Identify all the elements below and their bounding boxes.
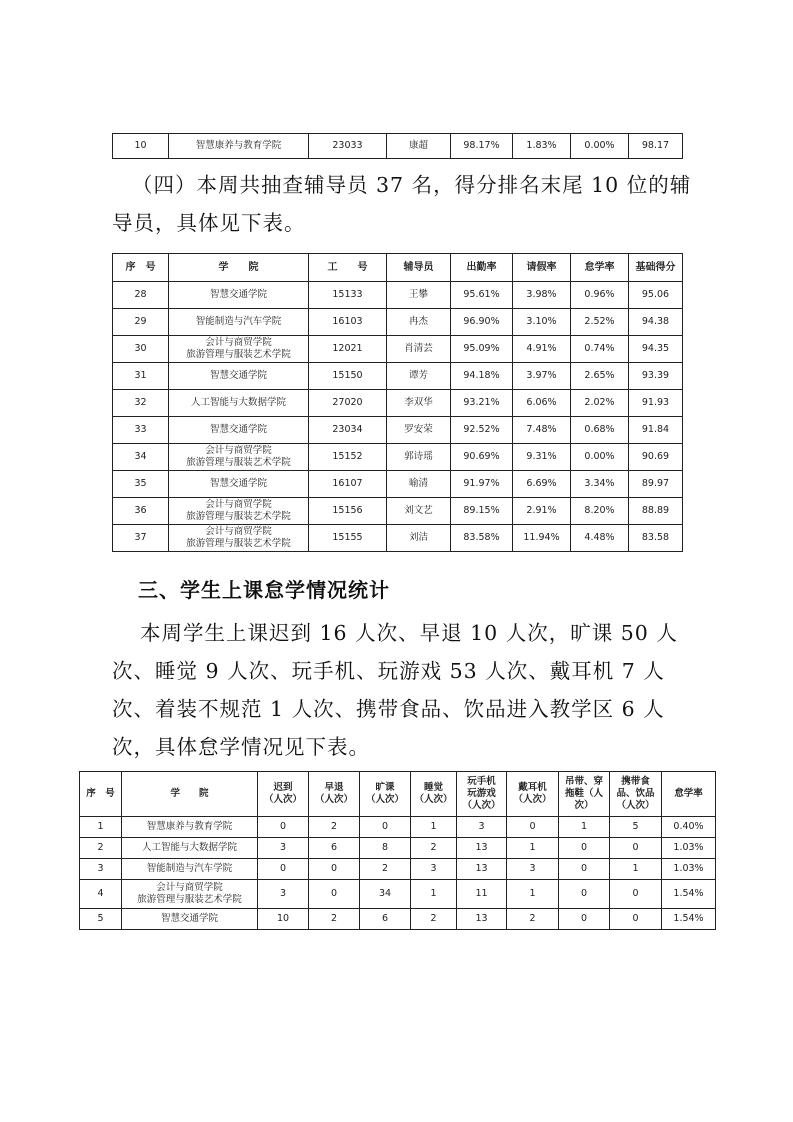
cell: 5: [610, 817, 662, 838]
cell: 13: [457, 859, 507, 880]
column-header: [610, 772, 662, 817]
column-header: [80, 772, 122, 817]
cell: 3: [457, 817, 507, 838]
cell: 95.06: [629, 282, 683, 309]
table-row: [113, 363, 683, 390]
cell: 0.68%: [571, 417, 629, 444]
cell: 3.98%: [513, 282, 571, 309]
cell: [169, 336, 309, 363]
cell-line: 旅游管理与服装艺术学院: [186, 538, 291, 549]
cell: [169, 498, 309, 525]
column-header: 基础得分: [629, 254, 683, 282]
cell-line: 戴耳机: [518, 782, 547, 793]
table-row: [80, 838, 716, 859]
cell: 4.91%: [513, 336, 571, 363]
cell: 15155: [309, 525, 387, 552]
cell: 2: [507, 909, 559, 930]
cell-line: 携带食: [621, 776, 650, 787]
cell: 2: [411, 838, 457, 859]
counselor-ranking-table: [112, 253, 683, 552]
cell: 2: [360, 859, 411, 880]
cell: 7.48%: [513, 417, 571, 444]
cell: 36: [113, 498, 169, 525]
cell: 30: [113, 336, 169, 363]
cell: 2.91%: [513, 498, 571, 525]
cell: 10: [113, 134, 169, 159]
cell: 13: [457, 909, 507, 930]
cell: 王攀: [387, 282, 451, 309]
cell: 34: [360, 880, 411, 909]
table-row: [80, 859, 716, 880]
column-header: 序 号: [113, 254, 169, 282]
cell: 1.03%: [662, 859, 716, 880]
table-row: [113, 417, 683, 444]
cell-line: 会计与商贸学院: [205, 337, 272, 348]
column-header: 学 院: [169, 254, 309, 282]
column-header: [122, 772, 258, 817]
table-row: [113, 390, 683, 417]
paragraph-student-summary: 本周学生上课迟到 16 人次、早退 10 人次，旷课 50 人次、睡觉 9 人次、玩手机、玩游戏 53 人次、戴耳机 7 人次、着装不规范 1 人次、携带食品、饮品进入教学区 6 人次，具体怠学情况见下表。: [112, 621, 678, 759]
table-header-row: [113, 254, 683, 282]
cell-line: （人次）: [365, 794, 404, 805]
cell: 34: [113, 444, 169, 471]
cell: 90.69%: [451, 444, 513, 471]
cell: [122, 817, 258, 838]
cell: 93.39: [629, 363, 683, 390]
cell: 2.65%: [571, 363, 629, 390]
cell-line: 智慧交通学院: [209, 370, 267, 381]
table-row: [113, 336, 683, 363]
cell: 92.52%: [451, 417, 513, 444]
cell: 肖清芸: [387, 336, 451, 363]
cell: 2: [80, 838, 122, 859]
column-header: 辅导员: [387, 254, 451, 282]
cell: [122, 859, 258, 880]
cell-line: （人次）: [462, 800, 501, 811]
cell: [169, 471, 309, 498]
cell: 83.58%: [451, 525, 513, 552]
cell-line: 迟到: [273, 782, 293, 793]
cell: 0.96%: [571, 282, 629, 309]
cell: 1.54%: [662, 909, 716, 930]
cell: 6.06%: [513, 390, 571, 417]
cell: 喻清: [387, 471, 451, 498]
cell: 15150: [309, 363, 387, 390]
cell: 3: [258, 838, 309, 859]
cell-line: 旅游管理与服装艺术学院: [186, 349, 291, 360]
cell: 4.48%: [571, 525, 629, 552]
column-header: 怠学率: [571, 254, 629, 282]
cell: 3.34%: [571, 471, 629, 498]
cell: 智慧康养与教育学院: [169, 134, 309, 159]
cell: 16107: [309, 471, 387, 498]
cell: [122, 838, 258, 859]
cell: 刘洁: [387, 525, 451, 552]
cell-line: 智慧康养与教育学院: [146, 821, 233, 832]
cell: 3.10%: [513, 309, 571, 336]
cell: 0.40%: [662, 817, 716, 838]
cell-line: 怠学率: [674, 788, 703, 799]
cell: 0: [309, 880, 360, 909]
cell: 6.69%: [513, 471, 571, 498]
cell: 0: [610, 909, 662, 930]
cell-line: 拖鞋（人: [564, 788, 603, 799]
cell: 32: [113, 390, 169, 417]
cell-line: 吊带、穿: [564, 776, 603, 787]
cell-line: 会计与商贸学院: [205, 445, 272, 456]
cell: [169, 417, 309, 444]
table-row: [113, 525, 683, 552]
column-header: [662, 772, 716, 817]
cell: 0: [559, 859, 610, 880]
cell: [169, 363, 309, 390]
cell: 4: [80, 880, 122, 909]
table-row: [113, 444, 683, 471]
cell: [122, 909, 258, 930]
cell: 13: [457, 838, 507, 859]
column-header: [507, 772, 559, 817]
cell: 3: [258, 880, 309, 909]
cell: 27020: [309, 390, 387, 417]
column-header: [309, 772, 360, 817]
cell: 1: [411, 817, 457, 838]
cell: 0: [360, 817, 411, 838]
cell: 郭诗瑶: [387, 444, 451, 471]
cell-line: （人次）: [314, 794, 353, 805]
cell-line: 会计与商贸学院: [156, 882, 223, 893]
cell: 2.02%: [571, 390, 629, 417]
cell: 89.97: [629, 471, 683, 498]
cell-line: 智慧交通学院: [209, 478, 267, 489]
cell: 3: [80, 859, 122, 880]
cell: 1: [610, 859, 662, 880]
cell: 88.89: [629, 498, 683, 525]
cell: 谭芳: [387, 363, 451, 390]
cell: 李双华: [387, 390, 451, 417]
cell: 8.20%: [571, 498, 629, 525]
cell-line: 早退: [324, 782, 344, 793]
cell-line: 学 院: [170, 788, 209, 799]
cell: [169, 309, 309, 336]
cell: 2: [309, 909, 360, 930]
cell: 31: [113, 363, 169, 390]
cell: 90.69: [629, 444, 683, 471]
cell-line: 睡觉: [423, 782, 443, 793]
column-header: [457, 772, 507, 817]
cell-line: 品、饮品: [616, 788, 655, 799]
cell: 10: [258, 909, 309, 930]
cell: 0: [309, 859, 360, 880]
cell: 1: [411, 880, 457, 909]
cell: [169, 525, 309, 552]
top-table-fragment: [112, 133, 683, 159]
cell: 89.15%: [451, 498, 513, 525]
cell-line: 旅游管理与服装艺术学院: [186, 511, 291, 522]
table-row: [113, 498, 683, 525]
cell: [169, 390, 309, 417]
cell-line: 旅游管理与服装艺术学院: [137, 894, 242, 905]
table-row: [113, 282, 683, 309]
column-header: 请假率: [513, 254, 571, 282]
table-row: [80, 909, 716, 930]
section-heading: 三、学生上课怠学情况统计: [138, 578, 390, 602]
cell: 28: [113, 282, 169, 309]
cell: 0: [507, 817, 559, 838]
cell: 94.18%: [451, 363, 513, 390]
cell: 95.61%: [451, 282, 513, 309]
cell: 0: [559, 909, 610, 930]
cell: 98.17: [629, 134, 683, 159]
table-row: [80, 880, 716, 909]
cell: 93.21%: [451, 390, 513, 417]
cell: 冉杰: [387, 309, 451, 336]
cell: 0: [559, 880, 610, 909]
cell-line: 序 号: [86, 788, 115, 799]
cell: 0: [610, 880, 662, 909]
cell-line: （人次）: [513, 794, 552, 805]
cell: 康超: [387, 134, 451, 159]
cell: 91.93: [629, 390, 683, 417]
cell: 0.00%: [571, 444, 629, 471]
cell: 3: [411, 859, 457, 880]
cell: 5: [80, 909, 122, 930]
cell: 0: [258, 859, 309, 880]
cell: 3.97%: [513, 363, 571, 390]
cell: 12021: [309, 336, 387, 363]
cell: 1.03%: [662, 838, 716, 859]
cell: 91.84: [629, 417, 683, 444]
table-row: [113, 309, 683, 336]
cell: 刘文艺: [387, 498, 451, 525]
cell: 95.09%: [451, 336, 513, 363]
cell: [169, 444, 309, 471]
cell: 1: [559, 817, 610, 838]
cell: 0: [610, 838, 662, 859]
student-slacking-table: [79, 771, 716, 930]
column-header: [411, 772, 457, 817]
cell: 33: [113, 417, 169, 444]
table-header-row: [80, 772, 716, 817]
cell: 6: [309, 838, 360, 859]
cell: 3: [507, 859, 559, 880]
cell-line: 智慧交通学院: [209, 289, 267, 300]
cell: [169, 282, 309, 309]
cell: 9.31%: [513, 444, 571, 471]
cell: 94.35: [629, 336, 683, 363]
cell: 91.97%: [451, 471, 513, 498]
cell: 15152: [309, 444, 387, 471]
cell-line: 会计与商贸学院: [205, 499, 272, 510]
cell: 23033: [309, 134, 387, 159]
table-row: [113, 134, 683, 159]
table-row: [113, 471, 683, 498]
column-header: 工 号: [309, 254, 387, 282]
cell: 29: [113, 309, 169, 336]
cell-line: 智能制造与汽车学院: [195, 316, 282, 327]
cell: 1.83%: [513, 134, 571, 159]
cell: 1.54%: [662, 880, 716, 909]
cell: 罗安荣: [387, 417, 451, 444]
cell-line: 玩游戏: [467, 788, 496, 799]
cell-line: 会计与商贸学院: [205, 526, 272, 537]
cell: 16103: [309, 309, 387, 336]
cell-line: （人次）: [263, 794, 302, 805]
column-header: [559, 772, 610, 817]
cell: 8: [360, 838, 411, 859]
cell-line: 智能制造与汽车学院: [146, 863, 233, 874]
cell: [122, 880, 258, 909]
cell: 0.74%: [571, 336, 629, 363]
cell-line: 人工智能与大数据学院: [190, 397, 286, 408]
cell: 15156: [309, 498, 387, 525]
cell: 11: [457, 880, 507, 909]
cell: 0: [258, 817, 309, 838]
cell: 83.58: [629, 525, 683, 552]
cell: 0.00%: [571, 134, 629, 159]
cell-line: 旷课: [375, 782, 395, 793]
cell: 23034: [309, 417, 387, 444]
column-header: [258, 772, 309, 817]
cell-line: （人次）: [616, 800, 655, 811]
cell: 11.94%: [513, 525, 571, 552]
cell: 35: [113, 471, 169, 498]
table-row: [80, 817, 716, 838]
cell: 2: [309, 817, 360, 838]
cell: 94.38: [629, 309, 683, 336]
cell-line: 智慧交通学院: [160, 913, 218, 924]
cell-line: （人次）: [414, 794, 453, 805]
cell-line: 智慧交通学院: [209, 424, 267, 435]
cell: 6: [360, 909, 411, 930]
cell: 98.17%: [451, 134, 513, 159]
cell-line: 次）: [574, 800, 594, 811]
cell: 96.90%: [451, 309, 513, 336]
column-header: [360, 772, 411, 817]
paragraph-counselor-intro: （四）本周共抽查辅导员 37 名，得分排名末尾 10 位的辅导员，具体见下表。: [112, 173, 692, 235]
cell: 0: [559, 838, 610, 859]
cell: 2.52%: [571, 309, 629, 336]
cell: 2: [411, 909, 457, 930]
cell-line: 人工智能与大数据学院: [141, 842, 237, 853]
cell: 15133: [309, 282, 387, 309]
cell: 1: [507, 880, 559, 909]
cell: 1: [80, 817, 122, 838]
cell: 1: [507, 838, 559, 859]
cell-line: 旅游管理与服装艺术学院: [186, 457, 291, 468]
cell-line: 玩手机: [467, 776, 496, 787]
column-header: 出勤率: [451, 254, 513, 282]
cell: 37: [113, 525, 169, 552]
